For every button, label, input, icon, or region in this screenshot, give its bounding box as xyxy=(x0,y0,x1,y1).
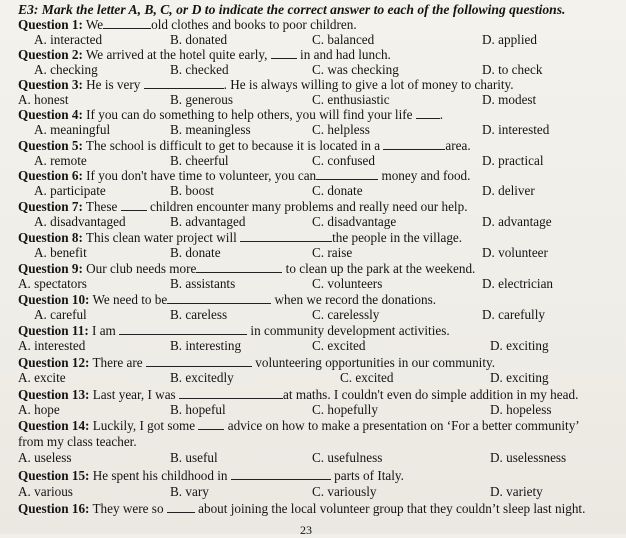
question-8: Question 8: This clean water project will the people in the village. xyxy=(18,230,463,245)
option-c[interactable]: C. usefulness xyxy=(312,450,383,465)
option-c[interactable]: C. helpless xyxy=(312,122,370,137)
option-a[interactable]: A. benefit xyxy=(34,245,87,260)
option-a[interactable]: A. honest xyxy=(18,92,69,107)
option-d[interactable]: D. variety xyxy=(490,484,543,499)
option-b[interactable]: B. meaningless xyxy=(170,122,251,137)
option-a[interactable]: A. careful xyxy=(34,307,87,322)
answer-blank xyxy=(416,107,440,119)
option-a[interactable]: A. interacted xyxy=(34,32,103,47)
answer-blank xyxy=(271,47,297,59)
option-d[interactable]: D. volunteer xyxy=(482,245,548,260)
option-c[interactable]: C. balanced xyxy=(312,32,375,47)
question-16: Question 16: They were so about joining the local volunteer group that they couldn’t sleep last night. xyxy=(18,501,586,516)
option-a[interactable]: A. excite xyxy=(18,370,66,385)
option-c[interactable]: C. excited xyxy=(340,370,394,385)
option-a[interactable]: A. checking xyxy=(34,62,98,77)
option-c[interactable]: C. excited xyxy=(312,338,366,353)
option-a[interactable]: A. hope xyxy=(18,402,60,417)
answer-blank xyxy=(198,418,224,430)
option-c[interactable]: C. volunteers xyxy=(312,276,383,291)
option-b[interactable]: B. excitedly xyxy=(170,370,234,385)
option-c[interactable]: C. variously xyxy=(312,484,377,499)
option-a[interactable]: A. remote xyxy=(34,153,87,168)
option-d[interactable]: D. to check xyxy=(482,62,543,77)
question-14: Question 14: Luckily, I got some advice on how to make a presentation on ‘For a better community’ xyxy=(18,418,580,433)
option-d[interactable]: D. uselessness xyxy=(490,450,567,465)
question-12: Question 12: There are volunteering opportunities in our community. xyxy=(18,355,496,370)
answer-blank xyxy=(167,292,271,304)
option-d[interactable]: D. interested xyxy=(482,122,550,137)
option-d[interactable]: D. applied xyxy=(482,32,537,47)
option-c[interactable]: C. disadvantage xyxy=(312,214,397,229)
option-d[interactable]: D. exciting xyxy=(490,370,549,385)
question-5: Question 5: The school is difficult to get to because it is located in a area. xyxy=(18,138,471,153)
option-c[interactable]: C. enthusiastic xyxy=(312,92,390,107)
option-b[interactable]: B. advantaged xyxy=(170,214,246,229)
option-d[interactable]: D. modest xyxy=(482,92,537,107)
question-9: Question 9: Our club needs more to clean up the park at the weekend. xyxy=(18,261,476,276)
option-b[interactable]: B. assistants xyxy=(170,276,236,291)
option-c[interactable]: C. was checking xyxy=(312,62,399,77)
option-a[interactable]: A. participate xyxy=(34,183,106,198)
answer-blank xyxy=(196,261,282,273)
option-c[interactable]: C. hopefully xyxy=(312,402,378,417)
answer-blank xyxy=(119,323,247,335)
option-d[interactable]: D. electrician xyxy=(482,276,554,291)
question-2: Question 2: We arrived at the hotel quite early, in and had lunch. xyxy=(18,47,391,62)
option-d[interactable]: D. hopeless xyxy=(490,402,552,417)
option-b[interactable]: B. cheerful xyxy=(170,153,229,168)
answer-blank xyxy=(316,168,378,180)
option-a[interactable]: A. interested xyxy=(18,338,86,353)
option-b[interactable]: B. careless xyxy=(170,307,228,322)
option-d[interactable]: D. advantage xyxy=(482,214,552,229)
question-10: Question 10: We need to be when we record the donations. xyxy=(18,292,437,307)
answer-blank xyxy=(383,138,445,150)
option-c[interactable]: C. carelessly xyxy=(312,307,380,322)
option-b[interactable]: B. vary xyxy=(170,484,209,499)
option-c[interactable]: C. donate xyxy=(312,183,363,198)
question-3: Question 3: He is very . He is always willing to give a lot of money to charity. xyxy=(18,77,514,92)
option-d[interactable]: D. exciting xyxy=(490,338,549,353)
option-a[interactable]: A. disadvantaged xyxy=(34,214,126,229)
option-a[interactable]: A. meaningful xyxy=(34,122,111,137)
option-b[interactable]: B. checked xyxy=(170,62,229,77)
option-c[interactable]: C. raise xyxy=(312,245,353,260)
question-1: Question 1: We old clothes and books to poor children. xyxy=(18,17,357,32)
answer-blank xyxy=(240,230,332,242)
exercise-header: E3: Mark the letter A, B, C, or D to indicate the correct answer to each of the following questions. xyxy=(18,2,566,17)
option-b[interactable]: B. boost xyxy=(170,183,214,198)
answer-blank xyxy=(103,17,151,29)
option-d[interactable]: D. deliver xyxy=(482,183,535,198)
answer-blank xyxy=(146,355,252,367)
question-4: Question 4: If you can do something to help others, you will find your life . xyxy=(18,107,444,122)
question-13: Question 13: Last year, I was at maths. I couldn't even do simple addition in my head. xyxy=(18,387,579,402)
question-11: Question 11: I am in community development activities. xyxy=(18,323,450,338)
answer-blank xyxy=(121,199,147,211)
option-c[interactable]: C. confused xyxy=(312,153,375,168)
option-d[interactable]: D. carefully xyxy=(482,307,545,322)
page-number: 23 xyxy=(300,523,312,537)
answer-blank xyxy=(167,501,195,513)
answer-blank xyxy=(144,77,224,89)
option-b[interactable]: B. useful xyxy=(170,450,218,465)
question-7: Question 7: These children encounter many problems and really need our help. xyxy=(18,199,468,214)
option-b[interactable]: B. donated xyxy=(170,32,228,47)
question-14-continuation: from my class teacher. xyxy=(18,434,137,449)
option-b[interactable]: B. hopeful xyxy=(170,402,226,417)
option-a[interactable]: A. various xyxy=(18,484,73,499)
answer-blank xyxy=(231,468,331,480)
option-d[interactable]: D. practical xyxy=(482,153,544,168)
option-a[interactable]: A. useless xyxy=(18,450,72,465)
question-15: Question 15: He spent his childhood in parts of Italy. xyxy=(18,468,404,483)
option-a[interactable]: A. spectators xyxy=(18,276,87,291)
option-b[interactable]: B. generous xyxy=(170,92,233,107)
option-b[interactable]: B. donate xyxy=(170,245,221,260)
answer-blank xyxy=(179,387,283,399)
option-b[interactable]: B. interesting xyxy=(170,338,242,353)
question-6: Question 6: If you don't have time to volunteer, you can money and food. xyxy=(18,168,471,183)
